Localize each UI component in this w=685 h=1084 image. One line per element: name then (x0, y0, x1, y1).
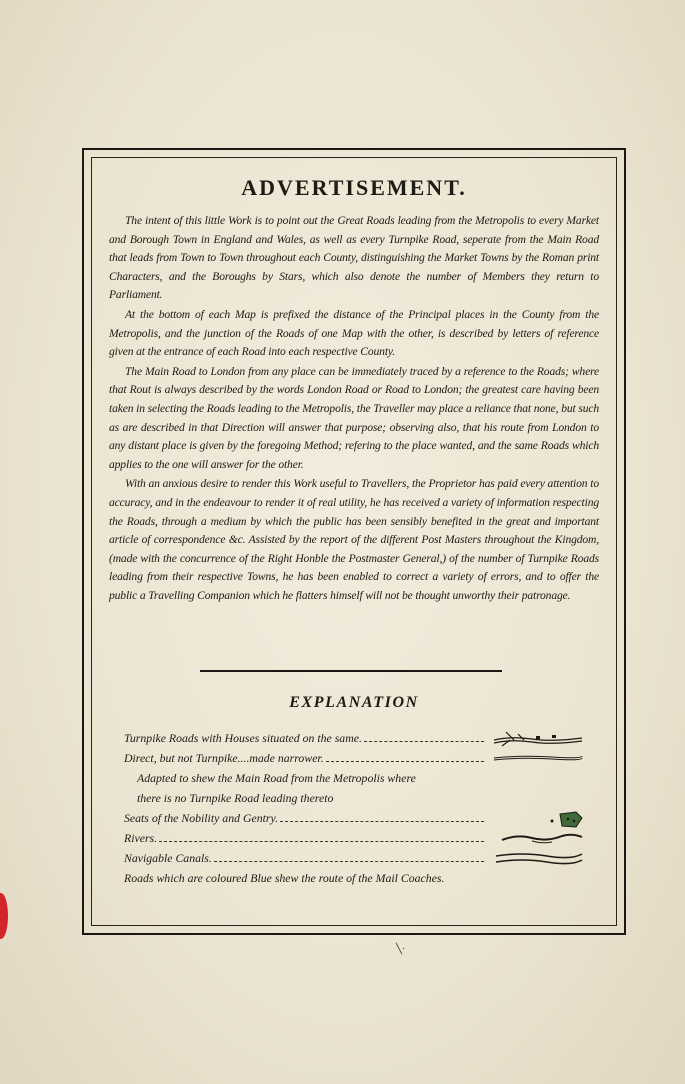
legend-row-direct (124, 748, 584, 768)
legend-row-seats (124, 808, 584, 828)
legend-label: Direct, but not Turnpike....made narrower. (124, 750, 324, 765)
legend-label: Seats of the Nobility and Gentry. (124, 810, 278, 825)
leader-dots (280, 821, 484, 822)
legend-row-turnpike (124, 728, 584, 748)
paragraph-main-road: The Main Road to London from any place can be immediately traced by a reference to the Roads; where that Rout is always described by the words London Road or Road to London; the greatest care having been taken in selecting the Roads leading to the Metropolis, the Traveller may place a reliance that none, but such as are described in that Direction will answer that purpose; observing also, that his route from London to any distant place is given by the foregoing Method; refering to the place wanted, and the same Roads which applies to the one will answer for the other. (109, 364, 599, 471)
legend-label: Roads which are coloured Blue shew the route of the Mail Coaches. (124, 870, 445, 885)
leader-dots (364, 741, 484, 742)
legend-row-rivers (124, 828, 584, 848)
page-title: ADVERTISEMENT. (241, 175, 467, 200)
legend-label: Turnpike Roads with Houses situated on the same. (124, 730, 362, 745)
narrow-road-symbol (492, 748, 584, 768)
seat-park-symbol (492, 808, 584, 828)
legend-label: Adapted to shew the Main Road from the Metropolis where (137, 770, 416, 785)
legend-row-mail-coaches (124, 868, 584, 888)
leader-dots (326, 761, 484, 762)
advertisement-frame (82, 148, 626, 935)
river-symbol (492, 828, 584, 848)
paragraph-intent: The intent of this little Work is to point out the Great Roads leading from the Metropolis to every Market and Borough Town in England and Wales, as well as every Turnpike Road, seperate from the Main Road that leads from Town to Town throughout each County, distinguishing the Market Towns by the Roman print Characters, and the Boroughs by Stars, which also denote the number of Members they return to Parliament. (109, 214, 599, 302)
paragraph-distances: At the bottom of each Map is prefixed the distance of the Principal places in the County from the Metropolis, and the junction of the Roads of one Map with the other, is described by letters of reference given at the entrance of each Road into each respective County. (109, 307, 599, 359)
canal-symbol (492, 848, 584, 868)
printer-mark: ╲· (396, 944, 406, 955)
leader-dots (159, 841, 484, 842)
legend-label: there is no Turnpike Road leading thereto (137, 790, 334, 805)
leader-dots (214, 861, 484, 862)
red-edge-mark (0, 893, 8, 939)
explanation-title: EXPLANATION (289, 694, 419, 711)
paragraph-proprietor: With an anxious desire to render this Work useful to Travellers, the Proprietor has paid every attention to accuracy, and in the endeavour to render it of real utility, he has received a variety of information respecting the Roads, through a medium by which the public has been sensibly benefited in the great and important article of correspondence &c. Assisted by the report of the different Post Masters throughout the Kingdom, (made with the concurrence of the Right Honble the Postmaster General,) of the number of Turnpike Roads leading from their respective Towns, he has been enabled to correct a variety of errors, and to offer the public a Travelling Companion which he flatters himself will not be thought unworthy their patronage. (109, 477, 599, 602)
explanation-legend (124, 728, 584, 888)
legend-row-adapted-continued (124, 788, 584, 808)
section-divider (200, 670, 502, 672)
legend-row-adapted (124, 768, 584, 788)
turnpike-road-with-houses-symbol (492, 728, 584, 748)
legend-label: Rivers. (124, 830, 158, 845)
legend-label: Navigable Canals. (124, 850, 212, 865)
advertisement-body (109, 212, 599, 606)
legend-row-canals (124, 848, 584, 868)
